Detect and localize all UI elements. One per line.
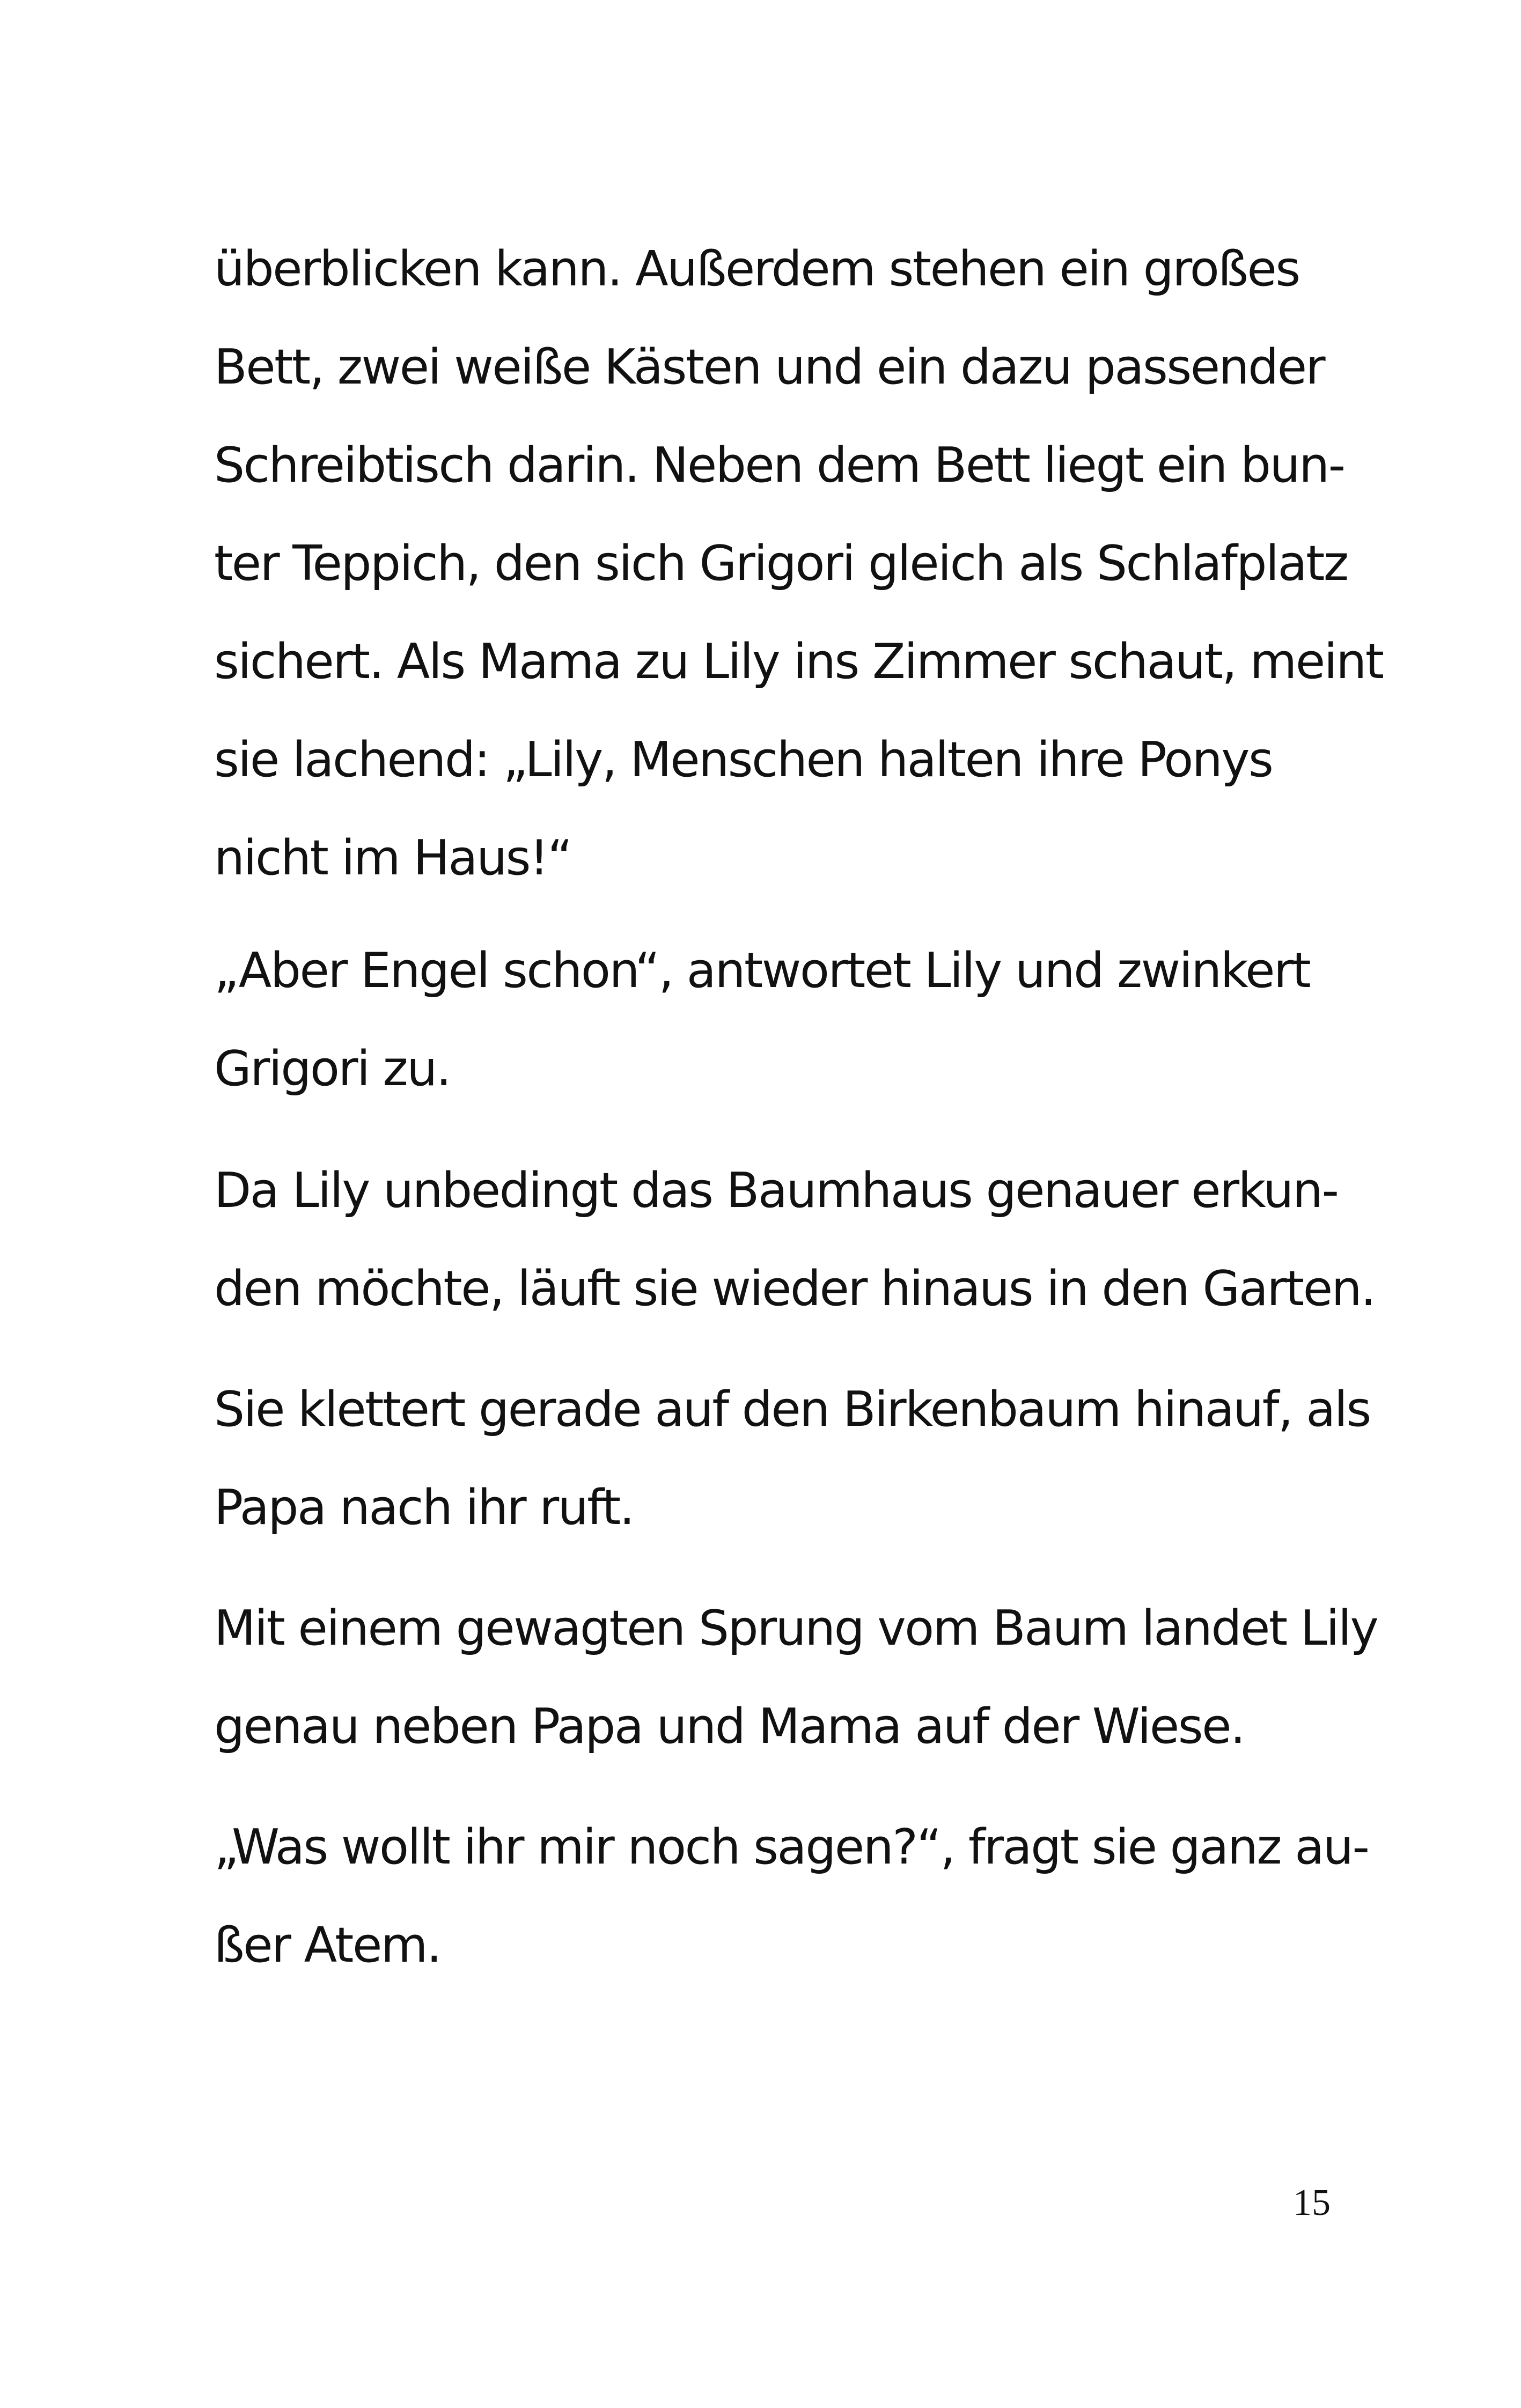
text-line: den möchte, läuft sie wieder hinaus in den Garten. [214, 1261, 1375, 1317]
text-line: Schreibtisch darin. Neben dem Bett liegt ein bun- [214, 437, 1344, 494]
text-line: ter Teppich, den sich Grigori gleich als Schlafplatz [214, 535, 1348, 592]
text-line: genau neben Papa und Mama auf der Wiese. [214, 1698, 1245, 1755]
text-line: Bett, zwei weiße Kästen und ein dazu passender [214, 339, 1325, 395]
text-line: Da Lily unbedingt das Baumhaus genauer erkun- [214, 1162, 1338, 1219]
text-line: ßer Atem. [214, 1917, 441, 1973]
text-line: Sie klettert gerade auf den Birkenbaum hinauf, als [214, 1381, 1370, 1438]
text-line: „Was wollt ihr mir noch sagen?“, fragt sie ganz au- [214, 1819, 1369, 1875]
text-line: Papa nach ihr ruft. [214, 1479, 634, 1536]
text-line: sichert. Als Mama zu Lily ins Zimmer schaut, meint [214, 634, 1383, 690]
page-number: 15 [1293, 2182, 1331, 2223]
text-line: Mit einem gewagten Sprung vom Baum landet Lily [214, 1600, 1378, 1656]
text-line: Grigori zu. [214, 1041, 450, 1097]
text-line: „Aber Engel schon“, antwortet Lily und zwinkert [214, 942, 1310, 999]
text-line: sie lachend: „Lily, Menschen halten ihre Ponys [214, 732, 1273, 788]
text-line: überblicken kann. Außerdem stehen ein großes [214, 241, 1299, 297]
text-line: nicht im Haus!“ [214, 830, 571, 886]
